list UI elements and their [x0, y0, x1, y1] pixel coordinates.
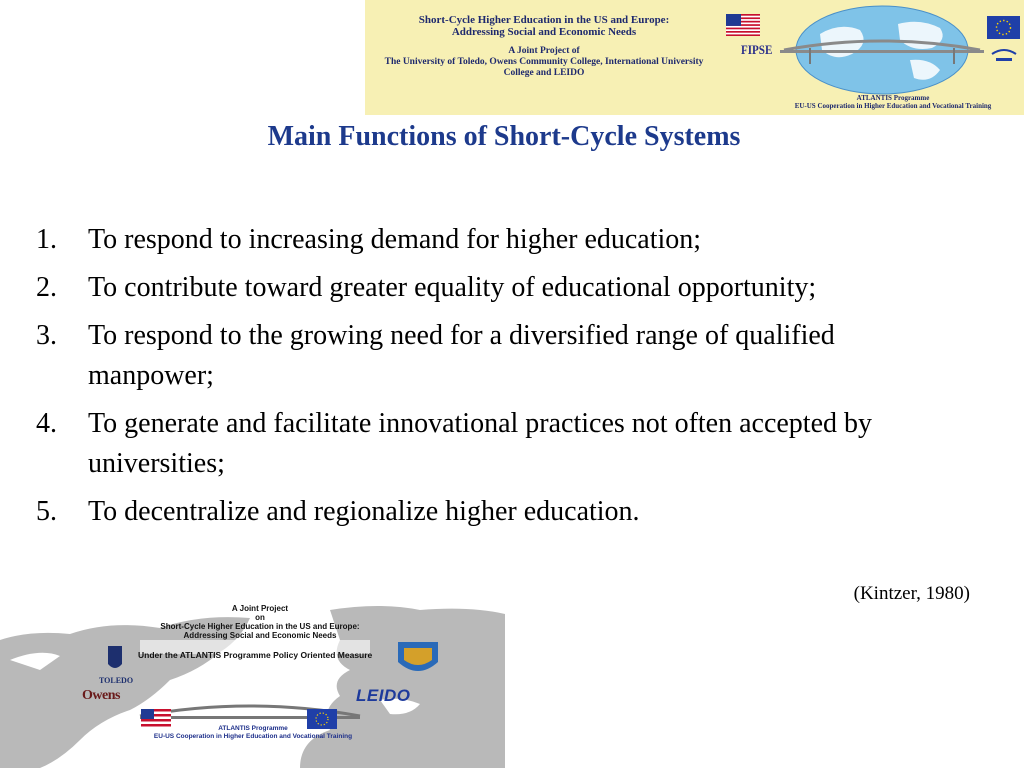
map-programme — [148, 725, 358, 741]
banner-title-line2: Addressing Social and Economic Needs — [451, 26, 637, 38]
owens-logo: Owens — [82, 688, 120, 703]
header-banner — [365, 0, 1024, 115]
functions-list — [36, 220, 896, 540]
list-item-number: 5. — [36, 496, 57, 527]
list-item-number: 4. — [36, 408, 57, 439]
map-title-line2: on — [255, 613, 265, 622]
list-item-text: To contribute toward greater equality of educational opportunity; — [88, 272, 817, 303]
banner-programme — [773, 94, 1013, 110]
leido-logo: LEIDO — [356, 686, 411, 705]
banner-project-line3: College and LEIDO — [503, 68, 585, 78]
eu-flag-icon — [987, 16, 1020, 39]
globe-bridge-icon — [780, 4, 984, 96]
list-item-text: To respond to increasing demand for higher education; — [88, 224, 702, 255]
list-item — [36, 316, 896, 396]
list-item — [36, 492, 896, 532]
fipse-logo: FIPSE — [741, 42, 773, 57]
banner-programme-name: ATLANTIS Programme — [856, 94, 930, 102]
list-item-number: 2. — [36, 272, 57, 303]
banner-project-line1: A Joint Project of — [508, 46, 580, 56]
banner-programme-sub: EU-US Cooperation in Higher Education and Vocational Training — [794, 102, 992, 110]
socrates-logo-icon — [990, 44, 1018, 66]
list-item-text: To generate and facilitate innovational practices not often accepted by universities; — [88, 408, 873, 479]
map-programme-name: ATLANTIS Programme — [218, 725, 288, 732]
map-title — [140, 604, 380, 640]
list-item-number: 1. — [36, 224, 57, 255]
map-measure: Under the ATLANTIS Programme Policy Oriented Measure — [138, 650, 373, 660]
map-title-line1: A Joint Project — [231, 604, 289, 613]
us-flag-icon — [726, 14, 760, 36]
list-item-text: To respond to the growing need for a diversified range of qualified manpower; — [88, 320, 835, 391]
list-item — [36, 268, 896, 308]
slide-title: Main Functions of Short-Cycle Systems — [267, 121, 741, 152]
citation: (Kintzer, 1980) — [853, 583, 970, 604]
map-graphic — [0, 600, 505, 768]
list-item — [36, 220, 896, 260]
toledo-logo: TOLEDO — [98, 676, 134, 685]
banner-project-line2: The University of Toledo, Owens Community College, International University — [384, 57, 704, 67]
list-item — [36, 404, 896, 484]
banner-title-line1: Short-Cycle Higher Education in the US and Europe: — [418, 14, 670, 26]
map-programme-sub: EU-US Cooperation in Higher Education and Vocational Training — [153, 733, 353, 740]
map-title-line3: Short-Cycle Higher Education in the US and Europe: — [160, 622, 360, 631]
map-title-line4: Addressing Social and Economic Needs — [183, 631, 337, 640]
list-item-number: 3. — [36, 320, 57, 351]
list-item-text: To decentralize and regionalize higher education. — [88, 496, 640, 527]
banner-text — [365, 14, 723, 79]
